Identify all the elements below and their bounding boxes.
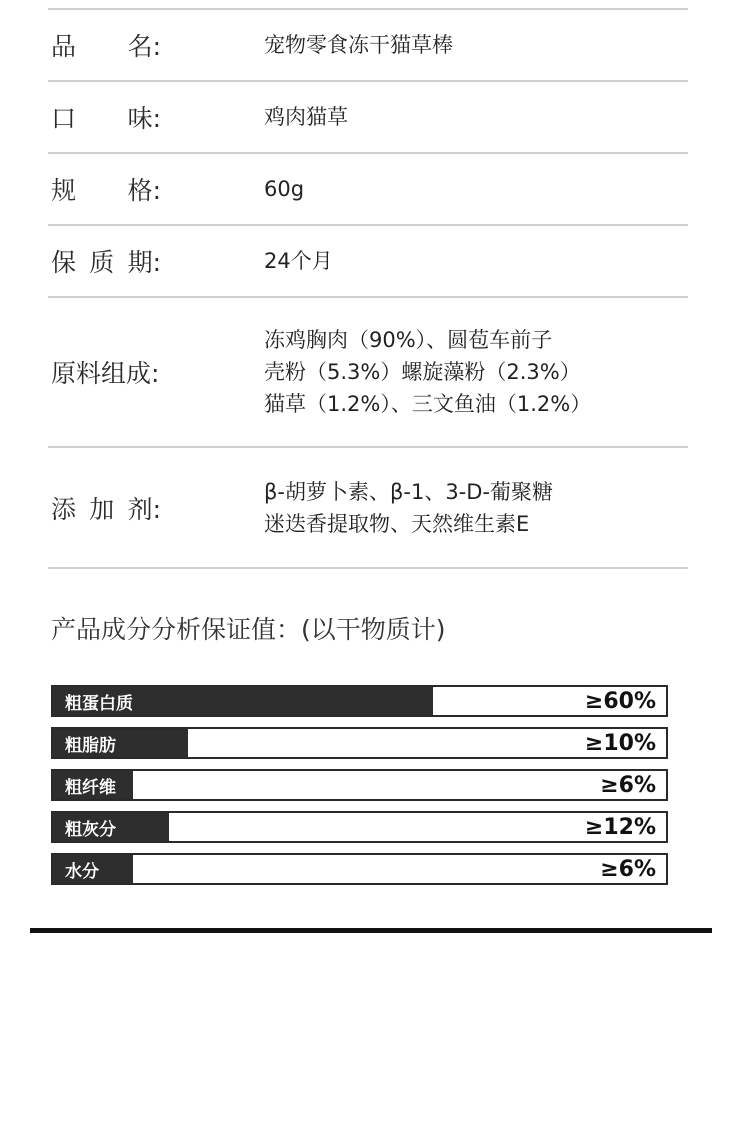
- spec-value: [264, 154, 304, 224]
- bar-row-crude-fiber: [51, 769, 668, 801]
- bar-row-crude-ash: [51, 811, 668, 843]
- spec-label: [51, 82, 161, 152]
- value-line: 宠物零食冻干猫草棒: [264, 33, 453, 57]
- analysis-bars: [51, 685, 668, 895]
- label-char: 期:: [127, 248, 161, 277]
- label-text: 原料组成:: [51, 359, 160, 388]
- value-line: 鸡肉猫草: [264, 105, 348, 129]
- analysis-title: 产品成分分析保证值：(以干物质计): [51, 615, 446, 644]
- spec-value: [264, 298, 591, 446]
- bar-value: ≥10%: [584, 730, 656, 756]
- bar-row-crude-fat: [51, 727, 668, 759]
- bar-row-moisture: [51, 853, 668, 885]
- value-line: 猫草（1.2%）、三文鱼油（1.2%）: [264, 392, 592, 416]
- label-char: 规: [51, 176, 77, 205]
- value-line: 24个月: [264, 249, 333, 273]
- label-char: 加: [89, 494, 115, 524]
- spec-row-additives: [48, 448, 688, 567]
- spec-value: [264, 10, 453, 80]
- label-char: 味:: [127, 104, 161, 133]
- spec-label: [51, 154, 161, 224]
- bar-name: 粗脂肪: [65, 735, 116, 756]
- spec-row-name: [48, 10, 688, 80]
- bar-value: ≥6%: [600, 772, 656, 798]
- label-char: 品: [51, 32, 77, 61]
- bottom-rule: [30, 928, 712, 933]
- label-char: 添: [51, 494, 77, 524]
- value-line: 60g: [264, 177, 305, 201]
- value-line: 迷迭香提取物、天然维生素E: [264, 511, 530, 536]
- spec-value: [264, 448, 553, 567]
- value-line: 冻鸡胸肉（90%）、圆苞车前子: [264, 328, 553, 352]
- value-line: 壳粉（5.3%）螺旋藻粉（2.3%）: [264, 360, 581, 384]
- label-char: 质: [89, 248, 115, 277]
- bar-value: ≥12%: [584, 814, 656, 840]
- spec-value: [264, 226, 333, 296]
- spec-row-flavor: [48, 82, 688, 152]
- spec-label: [51, 448, 161, 567]
- value-line: β-胡萝卜素、β-1、3-D-葡聚糖: [264, 479, 554, 504]
- bar-name: 粗蛋白质: [65, 693, 133, 714]
- spec-row-shelf-life: [48, 226, 688, 296]
- bar-row-crude-protein: [51, 685, 668, 717]
- spec-label: [51, 298, 159, 446]
- spec-label: [51, 10, 161, 80]
- bar-value: ≥60%: [584, 688, 656, 714]
- spec-label: [51, 226, 161, 296]
- spec-row-size: [48, 154, 688, 224]
- label-char: 口: [51, 104, 77, 133]
- bar-value: ≥6%: [600, 856, 656, 882]
- label-char: 格:: [127, 176, 161, 205]
- label-char: 保: [51, 248, 77, 277]
- bar-name: 粗纤维: [65, 777, 116, 798]
- label-char: 剂:: [127, 494, 161, 524]
- bar-name: 粗灰分: [65, 819, 116, 840]
- spec-row-ingredients: [48, 298, 688, 446]
- divider: [48, 567, 688, 569]
- spec-table: [48, 8, 688, 569]
- label-char: 名:: [127, 32, 161, 61]
- bar-name: 水分: [65, 861, 99, 882]
- spec-value: [264, 82, 348, 152]
